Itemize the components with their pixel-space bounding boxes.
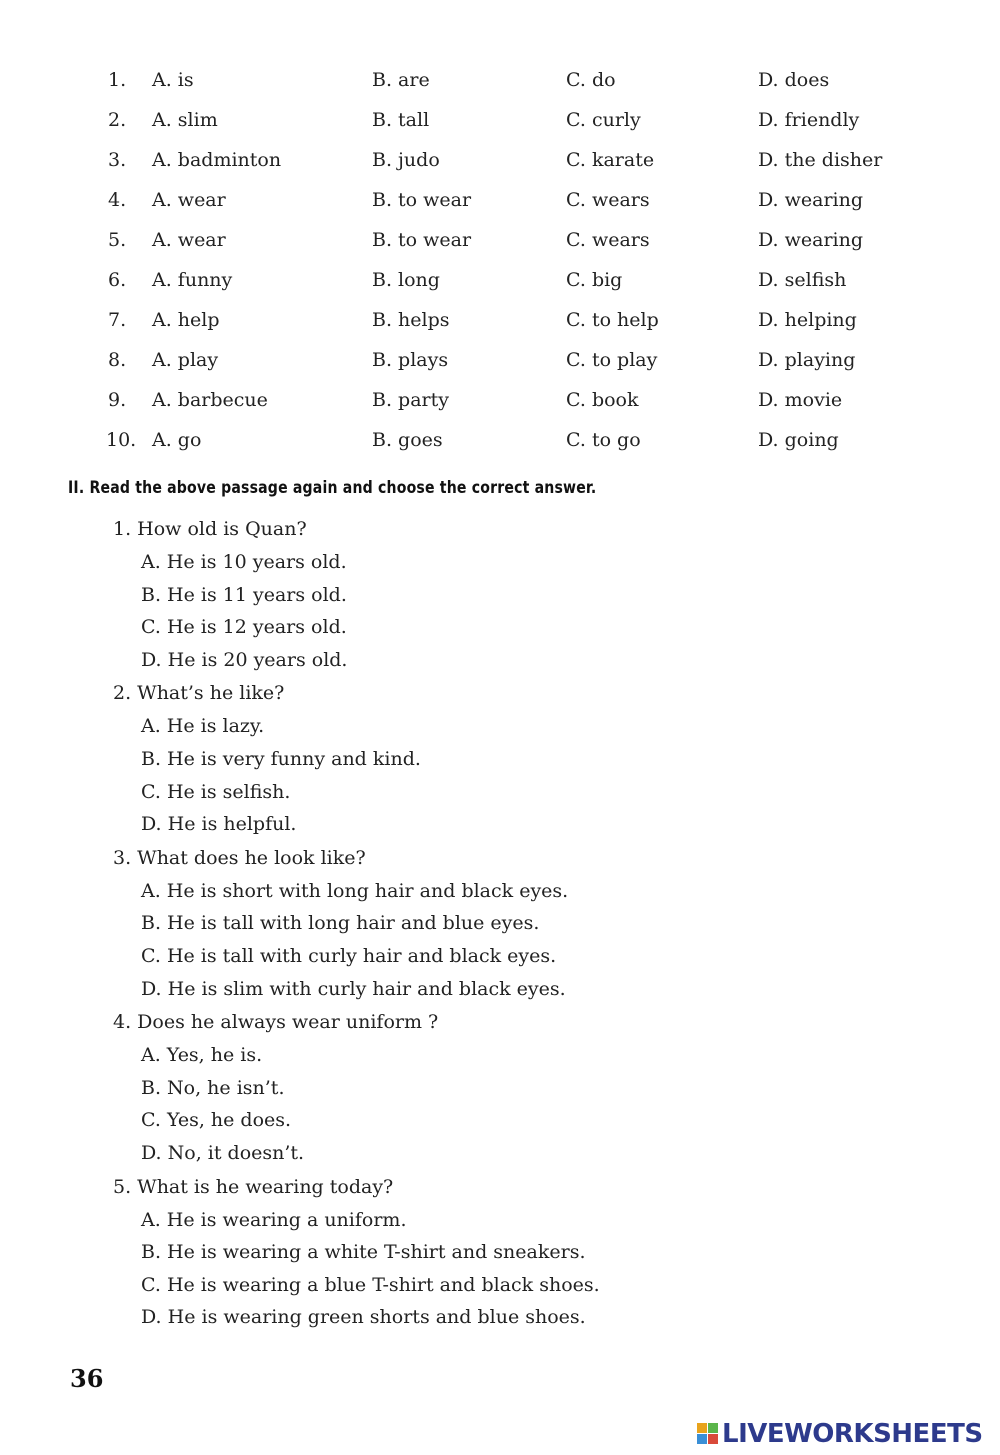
option-a[interactable]: A. go (152, 429, 202, 451)
option-a[interactable]: A. badminton (152, 149, 282, 171)
item-number: 9. (108, 389, 127, 411)
option-d[interactable]: D. friendly (758, 109, 860, 131)
grid-row (0, 60, 1000, 100)
option-d[interactable]: D. the disher (758, 149, 883, 171)
grid-row (0, 220, 1000, 260)
page-number: 36 (70, 1364, 104, 1393)
answer-option[interactable]: C. He is 12 years old. (141, 616, 347, 639)
answer-option[interactable]: C. Yes, he does. (141, 1109, 292, 1132)
option-a[interactable]: A. help (152, 309, 220, 331)
option-c[interactable]: C. big (566, 269, 623, 291)
item-number: 6. (108, 269, 127, 291)
answer-option[interactable]: A. He is lazy. (141, 715, 265, 738)
option-c[interactable]: C. to go (566, 429, 641, 451)
option-a[interactable]: A. wear (152, 229, 226, 251)
item-number: 2. (108, 109, 127, 131)
answer-option[interactable]: D. He is 20 years old. (141, 648, 348, 671)
grid-row (0, 420, 1000, 460)
question-text: 4. Does he always wear uniform ? (113, 1011, 439, 1034)
answer-option[interactable]: A. He is wearing a uniform. (141, 1208, 407, 1231)
question-text: 1. How old is Quan? (113, 518, 307, 540)
option-b[interactable]: B. long (372, 269, 440, 291)
option-b[interactable]: B. goes (372, 429, 443, 451)
grid-row (0, 300, 1000, 340)
grid-row (0, 260, 1000, 300)
grid-row (0, 140, 1000, 180)
logo-square-2 (708, 1423, 718, 1433)
question-block (0, 512, 1000, 676)
option-a[interactable]: A. wear (152, 189, 226, 211)
option-d[interactable]: D. movie (758, 389, 843, 411)
answer-option[interactable]: D. No, it doesn’t. (141, 1141, 305, 1164)
answer-option[interactable]: D. He is helpful. (141, 813, 297, 836)
item-number: 5. (108, 229, 127, 251)
option-c[interactable]: C. karate (566, 149, 655, 171)
option-d[interactable]: D. playing (758, 349, 856, 371)
option-b[interactable]: B. are (372, 69, 430, 91)
option-c[interactable]: C. to help (566, 309, 659, 331)
answer-option[interactable]: B. He is tall with long hair and blue eyes. (141, 912, 540, 935)
answer-option[interactable]: A. Yes, he is. (141, 1044, 263, 1067)
grid-row (0, 340, 1000, 380)
option-a[interactable]: A. is (152, 69, 194, 91)
question-list (0, 512, 1000, 1334)
item-number: 10. (106, 429, 137, 451)
option-c[interactable]: C. book (566, 389, 639, 411)
option-c[interactable]: C. curly (566, 109, 641, 131)
answer-option[interactable]: B. He is 11 years old. (141, 583, 347, 606)
option-b[interactable]: B. to wear (372, 229, 472, 251)
option-d[interactable]: D. going (758, 429, 839, 451)
item-number: 4. (108, 189, 127, 211)
answer-option[interactable]: B. He is very funny and kind. (141, 747, 421, 770)
option-a[interactable]: A. play (152, 349, 219, 371)
item-number: 8. (108, 349, 127, 371)
item-number: 7. (108, 309, 127, 331)
answer-option[interactable]: D. He is slim with curly hair and black eyes. (141, 977, 566, 1000)
grid-row (0, 100, 1000, 140)
answer-option[interactable]: C. He is selfish. (141, 780, 291, 803)
option-d[interactable]: D. wearing (758, 189, 864, 211)
logo-grid-icon (697, 1423, 719, 1445)
question-block (0, 676, 1000, 840)
answer-option[interactable]: B. He is wearing a white T-shirt and sneakers. (141, 1241, 586, 1264)
option-b[interactable]: B. tall (372, 109, 430, 131)
option-c[interactable]: C. wears (566, 229, 650, 251)
option-a[interactable]: A. slim (152, 109, 218, 131)
option-d[interactable]: D. helping (758, 309, 857, 331)
item-number: 1. (108, 69, 127, 91)
section-heading: II. Read the above passage again and choose the correct answer. (68, 478, 597, 498)
option-b[interactable]: B. judo (372, 149, 440, 171)
option-c[interactable]: C. wears (566, 189, 650, 211)
answer-option[interactable]: D. He is wearing green shorts and blue shoes. (141, 1306, 586, 1329)
answer-option[interactable]: C. He is tall with curly hair and black eyes. (141, 944, 557, 967)
answer-option[interactable]: B. No, he isn’t. (141, 1076, 285, 1099)
grid-row (0, 380, 1000, 420)
grid-row (0, 180, 1000, 220)
answer-option[interactable]: C. He is wearing a blue T-shirt and black shoes. (141, 1273, 600, 1296)
logo-square-1 (697, 1423, 707, 1433)
option-d[interactable]: D. selfish (758, 269, 847, 291)
option-b[interactable]: B. helps (372, 309, 450, 331)
question-text: 3. What does he look like? (113, 846, 366, 869)
answer-grid (0, 60, 1000, 460)
option-b[interactable]: B. plays (372, 349, 449, 371)
question-text: 2. What’s he like? (113, 682, 285, 705)
liveworksheets-logo (697, 1419, 983, 1449)
question-block (0, 1170, 1000, 1334)
option-b[interactable]: B. party (372, 389, 449, 411)
logo-square-4 (708, 1434, 718, 1444)
option-d[interactable]: D. wearing (758, 229, 864, 251)
option-c[interactable]: C. do (566, 69, 616, 91)
option-b[interactable]: B. to wear (372, 189, 472, 211)
option-a[interactable]: A. barbecue (152, 389, 268, 411)
item-number: 3. (108, 149, 127, 171)
logo-square-3 (697, 1434, 707, 1444)
question-block (0, 841, 1000, 1005)
option-d[interactable]: D. does (758, 69, 830, 91)
logo-text: LIVEWORKSHEETS (722, 1419, 983, 1449)
option-c[interactable]: C. to play (566, 349, 658, 371)
question-block (0, 1005, 1000, 1169)
answer-option[interactable]: A. He is short with long hair and black eyes. (141, 879, 569, 902)
question-text: 5. What is he wearing today? (113, 1175, 394, 1198)
answer-option[interactable]: A. He is 10 years old. (141, 551, 347, 573)
option-a[interactable]: A. funny (152, 269, 233, 291)
